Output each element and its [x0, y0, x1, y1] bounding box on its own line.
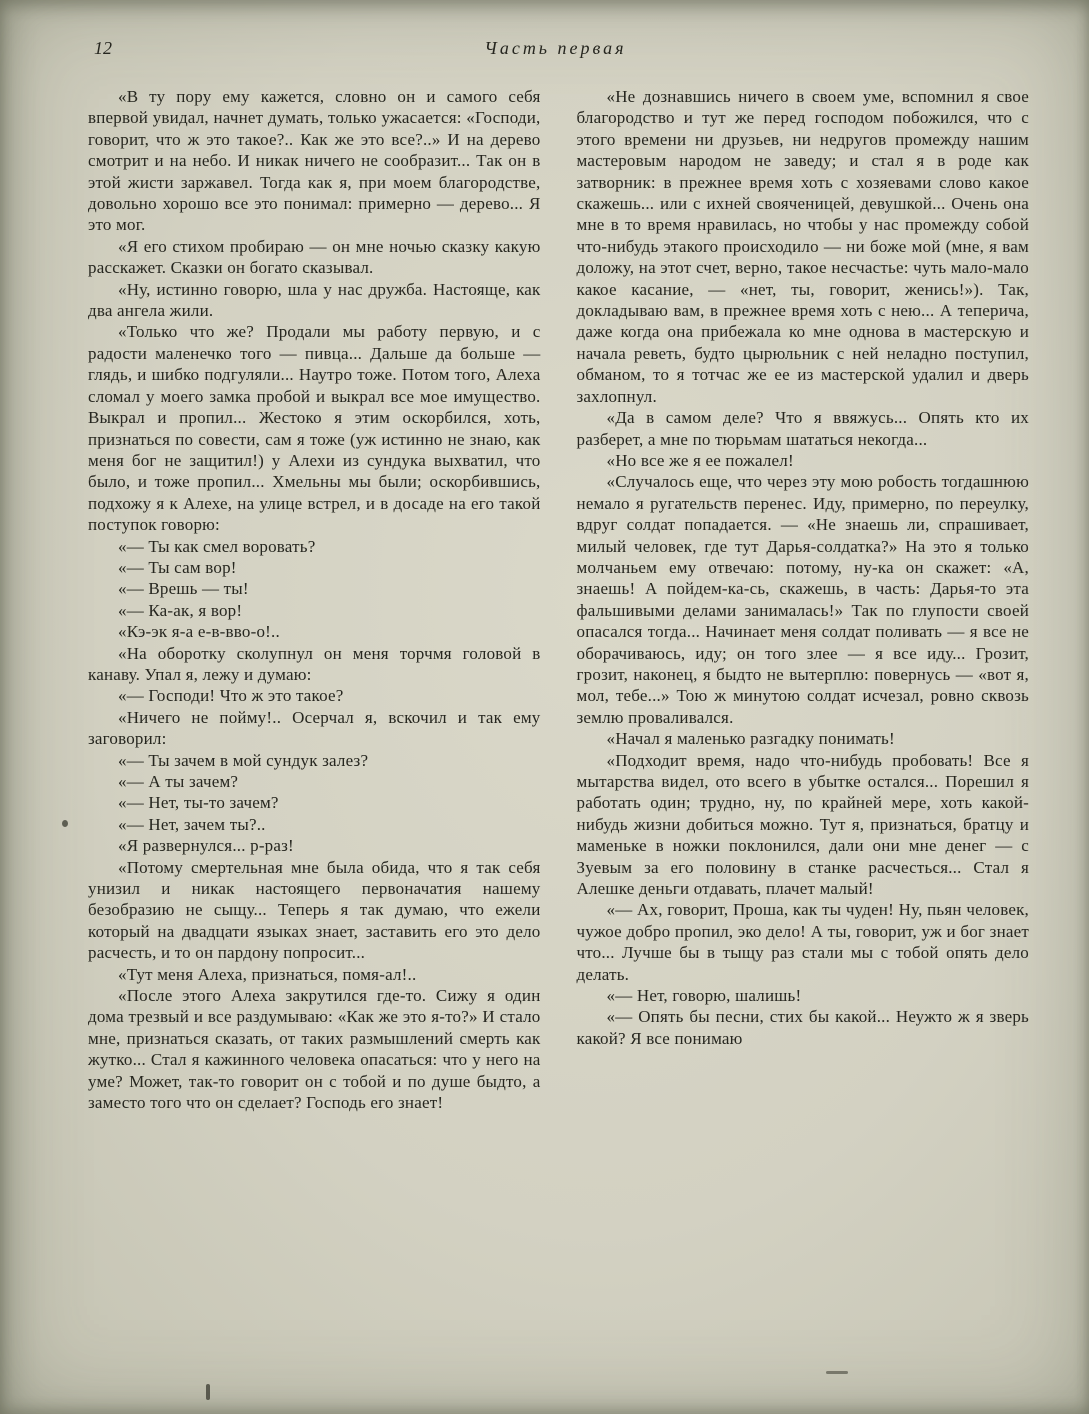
chapter-header: Часть первая: [484, 38, 627, 58]
paragraph: «Да в самом деле? Что я ввяжусь... Опять кто их разберет, а мне по тюрьмам шататься некогда...: [576, 408, 1029, 449]
paragraph: «Я развернулся... р-раз!: [118, 836, 294, 856]
paragraph: «— Врешь — ты!: [118, 579, 249, 599]
paragraph: «В ту пору ему кажется, словно он и самого себя впервой увидал, начнет думать, только ужасается: «Господи, говорит, что ж это такое?.. Как же это все?..» И на дерево смотрит и на небо. И никак ничего не сообразит... Так он в этой жисти заржавел. Тогда как я, при моем благородстве, довольно хорошо все это понимал: примерно — дерево... Я это мог.: [88, 87, 541, 235]
paragraph: «Я его стихом пробираю — он мне ночью сказку какую расскажет. Сказки он богато сказывал.: [88, 236, 541, 278]
paragraph: «— Ты как смел воровать?: [118, 536, 316, 556]
paragraph: «Потому смертельная мне была обида, что я так себя унизил и никак настоящего первоначатия нашему безобразию не сыщу... Теперь я так думаю, что ежели который на двадцати языках знает, заставить его это дело расчесть, и то он пардону попросит...: [88, 857, 541, 963]
paragraph: «Ничего не пойму!.. Осерчал я, вскочил и так ему заговорил:: [88, 707, 541, 749]
paragraph: «Но все же я ее пожалел!: [606, 450, 794, 470]
paragraph: «— Нет, говорю, шалишь!: [606, 986, 802, 1006]
paragraph: «— Опять бы песни, стих бы какой... Неужто ж я зверь какой? Я все понимаю: [576, 1007, 1029, 1048]
paragraph: «— Ка-ак, я вор!: [118, 600, 243, 620]
paragraph: «— Ты зачем в мой сундук залез?: [118, 750, 369, 770]
paragraph: «Подходит время, надо что-нибудь пробовать! Все я мытарства видел, ото всего в убытке остался... Порешил я работать один; трудно, ну, по крайней мере, хоть какой-нибудь жизни добиться можно. Тут я, признаться, братцу и маменьке в ножки поклонился, дали они мне денег — с Зуевым за его половину в станке расчесться... Стал я Алешке деньги отдавать, плачет малый!: [576, 750, 1029, 899]
paragraph: «На оборотку сколупнул он меня торчмя головой в канаву. Упал я, лежу и думаю:: [88, 643, 541, 684]
ink-speck: [206, 1384, 210, 1400]
paragraph: «— Нет, ты-то зачем?: [118, 793, 279, 813]
right-column: [577, 86, 1030, 1114]
left-column: [88, 86, 541, 1114]
paragraph: «Ну, истинно говорю, шла у нас дружба. Настояще, как два ангела жили.: [88, 279, 541, 321]
paragraph: «Случалось еще, что через эту мою робость тогдашнюю немало я ругательств перенес. Иду, примерно, по переулку, вдруг солдат попадается. — «Не знаешь ли, спрашивает, милый человек, где тут Дарья-солдатка?» На это я только молчаньем ему отвечаю: потому, ну-ка он скажет: «А, знаешь! А пойдем-ка-сь, скажешь, в часть: Дарья-то эта фальшивыми делами занималась!» Так по глупости своей опасался тогда... Начинает меня солдат поливать — я все не оборачиваюсь, иду; он того злее — я все иду... Грозит, грозит, наконец, я быдто не вытерплю: повернусь — «вот я, мол, тебе...» Тою ж минутою солдат исчезал, ровно сквозь землю проваливался.: [576, 472, 1029, 727]
page-number: 12: [94, 38, 112, 58]
ink-speck: [826, 1371, 848, 1374]
paragraph: «— Нет, зачем ты?..: [118, 814, 266, 834]
paragraph: «Только что же? Продали мы работу первую, и с радости маленечко того — пивца... Дальше да больше — глядь, и шибко подгуляли... Наутро тоже. Потом того, Алеха сломал у моего замка пробой и выкрал все мое имущество. Выкрал и пропил... Жестоко я этим оскорбился, хоть, признаться по совести, сам я тоже (уж истинно не знаю, как меня бог не защитил!) у Алехи из сундука выхватил, что было, и тоже пропил... Хмельны мы были; оскорбившись, подхожу я к Алехе, на улице встрел, и в досаде на его такой поступок говорю:: [88, 322, 541, 535]
paragraph: «Тут меня Алеха, признаться, помя-ал!..: [118, 964, 417, 984]
paragraph: «Не дознавшись ничего в своем уме, вспомнил я свое благородство и тут же перед господом побожился, что с этого времени ни друзьев, ни недругов промежду нашим мастеровым народом не заведу; и стал я в роде как затворник: в прежнее время хоть с хозяевами слово какое скажешь... или с ихней свояченицей, девушкой... Очень она мне в то время нравилась, но чтобы у нас промежду собой что-нибудь этакого происходило — ни боже мой (мне, я вам доложу, на этот счет, верно, такое несчастье: чуть мало-мало какое касание, — «нет, ты, говорит, женись!»). Так, докладываю вам, в прежнее время хоть с нею... А теперича, даже когда она прибежала ко мне однова в мастерскую и начала реветь, будто цырюльник с ней неладно поступил, обманом, то я тотчас же ее из мастерской удалил и дверь захлопнул.: [576, 87, 1029, 406]
paragraph: «— Ты сам вор!: [118, 557, 237, 577]
ink-speck: [62, 820, 68, 827]
paragraph: «Кэ-эк я-а е-в-вво-о!..: [118, 622, 280, 642]
paragraph: «После этого Алеха закрутился где-то. Сижу я один дома трезвый и все раздумываю: «Как же это я-то?» И стало мне, признаться сказать, от таких размышлений смерть как жутко... Стал я кажинного человека опасаться: что у него на уме? Может, так-то говорит он с тобой и по душе быдто, а заместо того что он сделает? Господь его знает!: [88, 986, 541, 1113]
text-columns: [88, 86, 1029, 1114]
paragraph: «— Ах, говорит, Проша, как ты чуден! Ну, пьян человек, чужое добро пропил, эко дело! А ты, говорит, уж и бог знает что... Лучше бы в тыщу раз стали мы с тобой опять дело делать.: [576, 900, 1029, 984]
paragraph: «— А ты зачем?: [118, 772, 239, 791]
paragraph: «Начал я маленько разгадку понимать!: [606, 729, 895, 749]
running-head: [88, 38, 1023, 64]
paragraph: «— Господи! Что ж это такое?: [118, 686, 344, 706]
